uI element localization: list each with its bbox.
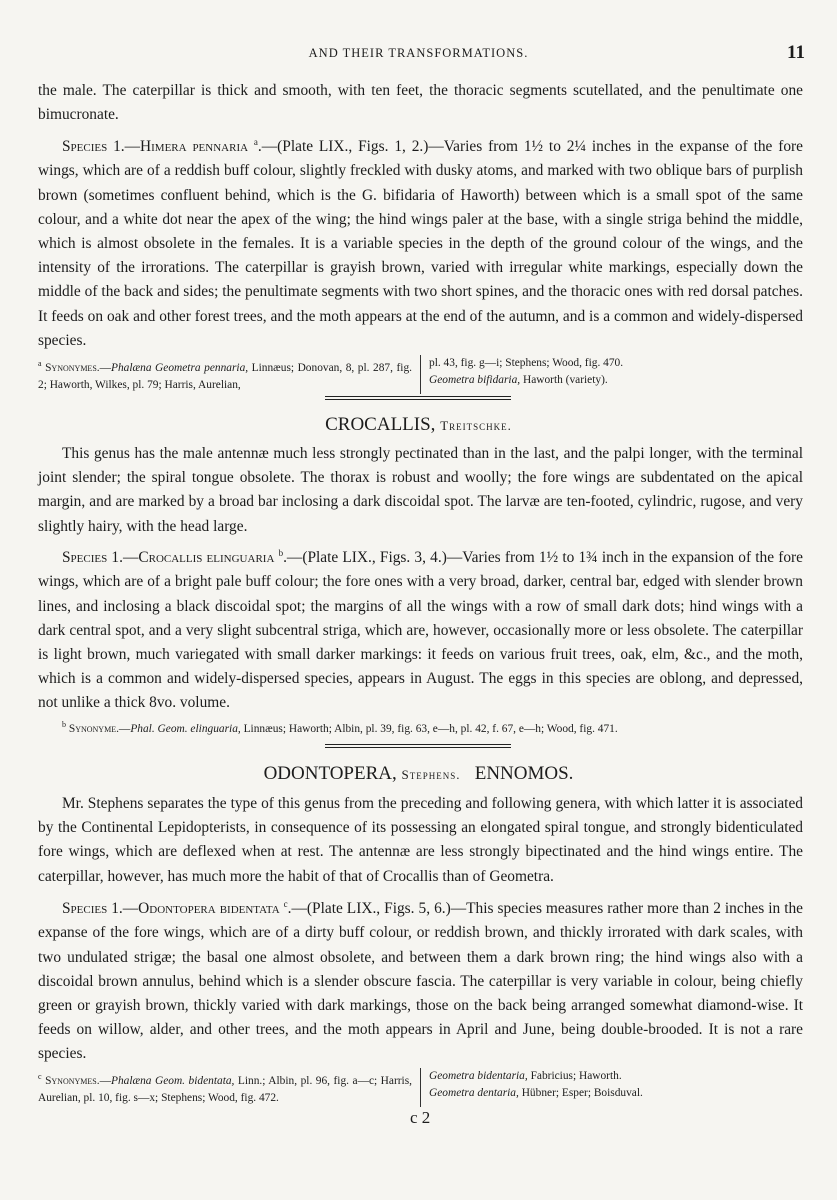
footnote-mark: a	[38, 359, 42, 368]
intro-paragraph	[38, 79, 803, 127]
odontopera-intro-text: Mr. Stephens separates the type of this genus from the preceding and following genera, with which latter it is associated by the Continental Lepidopterists, in consequence of its possessing an elongated spiral tongue, and strongly bidenticulated fore wings, which are deflexed when at rest. The antennæ are less strongly bipectinated and the hind wings entire. The caterpillar, however, has much more the habit of that of Crocallis than of Geometra.	[38, 795, 803, 885]
footnote-a-left	[38, 355, 421, 394]
footnote-c-right	[421, 1068, 803, 1107]
page-header	[0, 42, 837, 68]
species-crocallis-text	[38, 541, 803, 716]
species-description: .—(Plate LIX., Figs. 3, 4.)—Varies from 1½ to 1¾ inch in the expansion of the fore wings, which are of a bright pale buff colour; the fore ones with a very broad, darker, central bar, edged with slender brown lines, and inclosing a black discoidal spot; the margins of all the wings with a row of small dark dots; hind wings with a dark central spot, and a very slight subcentral striga, which are, however, occasionally more or less obsolete. The caterpillar is light brown, much variegated with small darker markings: it feeds on various fruit trees, oak, elm, &c., and the moth, which is a common and widely-dispersed species, appears in August. The eggs in this species are oblong, and depressed, not unlike a thick 8vo. volume.	[38, 549, 804, 712]
odontopera-intro	[38, 792, 803, 889]
footnote-italic: Geometra bidentaria,	[429, 1070, 528, 1082]
footnote-mark: b	[278, 548, 284, 558]
crocallis-intro	[38, 442, 803, 539]
species-name: Crocallis elinguaria	[138, 549, 275, 567]
section-divider	[325, 399, 511, 400]
page-number: 11	[787, 42, 805, 63]
footnote-c	[38, 1068, 803, 1107]
footnote-label: Synonymes.—	[45, 361, 112, 374]
signature-mark: c 2	[410, 1108, 431, 1127]
section-divider	[325, 396, 511, 397]
running-head: AND THEIR TRANSFORMATIONS.	[308, 46, 529, 60]
crocallis-species-paragraph	[38, 541, 803, 716]
footnote-mark: c	[38, 1072, 42, 1081]
species-himera-paragraph	[38, 130, 803, 353]
genus-synonym: ENNOMOS.	[474, 763, 574, 784]
species-odontopera-text	[38, 892, 803, 1067]
odontopera-species-paragraph	[38, 892, 803, 1067]
footnote-text: Linnæus; Haworth; Albin, pl. 39, fig. 63, e—h, pl. 42, f. 67, e—h; Wood, fig. 471.	[240, 722, 618, 735]
species-himera-text	[38, 130, 803, 353]
species-name: Himera pennaria	[140, 138, 249, 156]
footnote-text: Hübner; Esper; Boisduval.	[518, 1087, 643, 1099]
footnote-mark: a	[253, 137, 258, 147]
species-description: .—(Plate LIX., Figs. 1, 2.)—Varies from 1½ to 2¼ inches in the expanse of the fore wings, which are of a reddish buff colour, slightly freckled with dusky atoms, and marked with two oblique bars of purplish brown (sometimes confluent behind, which is the G. bifidaria of Haworth) between which is a small spot of the same colour, and a white dot near the apex of the wing; the hind wings paler at the base, with a single striga behind the middle, which is almost obsolete in the females. It is a variable species in the depth of the ground colour of the wings, and the intensity of the irrorations. The caterpillar is grayish brown, varied with irregular white markings, especially down the middle of the back and sides; the penultimate segments with two short spines, and the thoracic ones with red dorsal patches. It feeds on oak and other forest trees, and the moth appears at the end of the autumn, and is a common and widely-dispersed species.	[38, 138, 804, 349]
species-label: Species 1.—	[62, 549, 139, 567]
genus-name: ODONTOPERA,	[263, 763, 397, 784]
footnote-italic: Phal. Geom. elinguaria,	[130, 722, 241, 735]
footnote-italic: Geometra bifidaria,	[429, 374, 521, 386]
genus-name: CROCALLIS,	[325, 414, 436, 435]
footnote-label: Synonymes.—	[45, 1074, 111, 1087]
footnote-a-right	[421, 355, 803, 394]
species-label: Species 1.—	[62, 138, 141, 156]
genus-authority: Treitschke.	[440, 418, 512, 433]
crocallis-heading	[0, 414, 837, 436]
odontopera-heading	[0, 763, 837, 785]
footnote-text: Linnæus; Donovan, 8, pl. 287, fig. 2; Haworth, Wilkes, pl. 79; Harris, Aurelian,	[38, 361, 412, 391]
footnote-italic: Geometra dentaria,	[429, 1087, 519, 1099]
species-label: Species 1.—	[62, 900, 139, 918]
footnote-text: Linn.; Albin, pl. 96, fig. a—c; Harris, Aurelian, pl. 10, fig. s—x; Stephens; Wood, fig. 472.	[38, 1074, 412, 1104]
genus-authority: Stephens.	[401, 767, 461, 782]
species-name: Odontopera bidentata	[138, 900, 280, 918]
section-divider	[325, 747, 511, 748]
footnote-text: Haworth (variety).	[520, 374, 608, 386]
section-divider	[325, 744, 511, 745]
footnote-c-left	[38, 1068, 421, 1107]
footnote-b	[38, 716, 803, 738]
species-description: .—(Plate LIX., Figs. 5, 6.)—This species measures rather more than 2 inches in the expanse of the fore wings, which are of a dirty buff colour, or reddish brown, and thickly irrorated with dark scales, with two undulated strigæ; the basal one almost obsolete, and between them a dark brown ring; the hind wings also with a discoidal brown annulus, behind which is a slender obscure fascia. The caterpillar is very variable in colour, being chiefly green or grayish brown, thickly varied with dark markings, those on the back being arranged somewhat diamond-wise. It feeds on willow, alder, and other trees, and the moth appears in April and June, being double-brooded. It is not a rare species.	[38, 900, 804, 1063]
footnote-italic: Phalæna Geom. bidentata,	[110, 1074, 235, 1087]
footnote-text: pl. 43, fig. g—i; Stephens; Wood, fig. 470.	[429, 357, 624, 369]
intro-text: the male. The caterpillar is thick and smooth, with ten feet, the thoracic segments scutellated, and the penultimate one bimucronate.	[38, 82, 803, 124]
crocallis-intro-text: This genus has the male antennæ much less strongly pectinated than in the last, and the palpi longer, with the terminal joint slender; the spiral tongue obsolete. The thorax is robust and woolly; the fore wings are subdentated on the apical margin, and are marked by a broad bar inclosing a dark discoidal spot. The larvæ are ten-footed, cylindric, rugose, and very slightly hairy, with the head large.	[38, 445, 803, 535]
footnote-text: Fabricius; Haworth.	[527, 1070, 622, 1082]
footnote-a	[38, 355, 803, 394]
footnote-label: Synonyme.—	[68, 722, 131, 735]
footnote-mark: b	[62, 720, 66, 729]
footnote-mark: c	[283, 899, 288, 909]
footnote-italic: Phalæna Geometra pennaria,	[111, 361, 249, 374]
